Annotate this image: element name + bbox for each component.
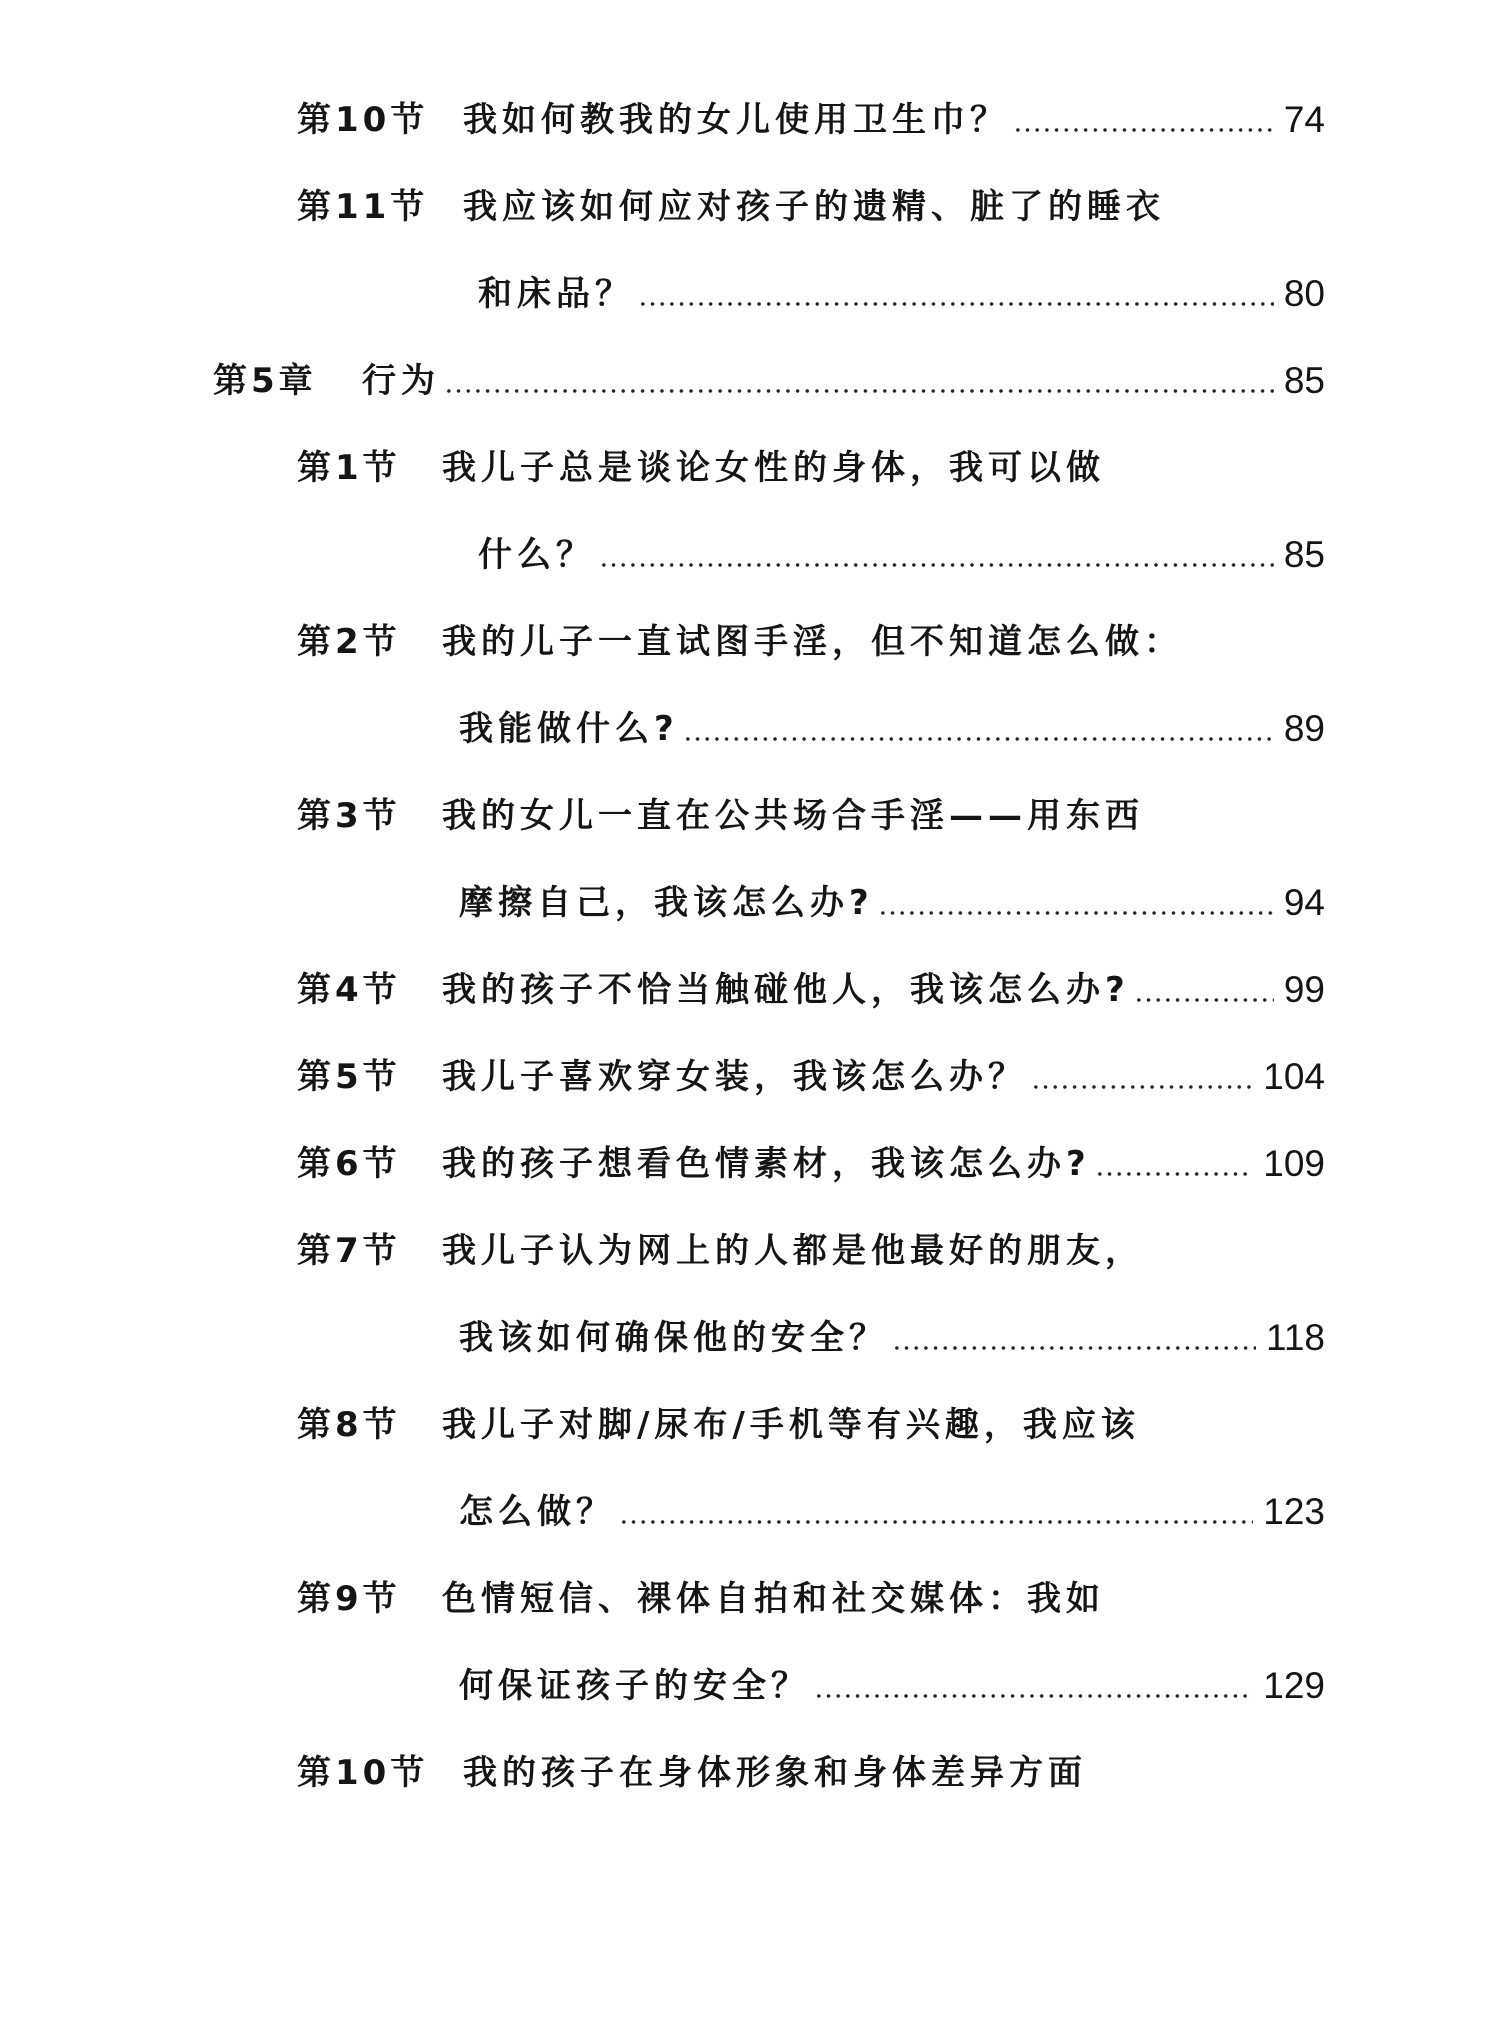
section-title-line [463, 1748, 1087, 1798]
section-label: 第3节 [297, 796, 401, 836]
section-title-text: 我的孩子在身体形象和身体差异方面 [463, 1753, 1087, 1793]
section-title-text: 我应该如何应对孩子的遗精、脏了的睡衣 [463, 187, 1165, 227]
dot-leader [892, 1345, 1256, 1351]
page-number: 104 [1263, 1056, 1325, 1097]
section-title-text: 什么？ [478, 535, 595, 575]
section-title-text: 我能做什么? [459, 709, 679, 749]
dot-leader [683, 736, 1274, 742]
section-label: 第7节 [297, 1231, 401, 1271]
section-title-continuation [478, 269, 1325, 319]
section-title-text: 我如何教我的女儿使用卫生巾？ [463, 100, 1009, 140]
section-title-text: 摩擦自己，我该怎么办? [459, 883, 874, 923]
dot-leader [1095, 1171, 1254, 1177]
section-title-text: 我该如何确保他的安全？ [459, 1318, 888, 1358]
page-number: 129 [1263, 1665, 1325, 1706]
section-label: 第6节 [297, 1144, 401, 1184]
section-label: 第11节 [297, 187, 429, 227]
section-title-text: 色情短信、裸体自拍和社交媒体：我如 [442, 1579, 1105, 1619]
section-title-continuation [459, 1487, 1325, 1537]
section-title-continuation [459, 704, 1325, 754]
section-title-line [442, 617, 1183, 667]
page-number: 80 [1283, 273, 1325, 314]
page-number: 94 [1283, 882, 1325, 923]
section-title-line [442, 965, 1325, 1015]
section-title-text: 我儿子总是谈论女性的身体，我可以做 [442, 448, 1105, 488]
page-number: 89 [1283, 708, 1325, 749]
section-title-text: 和床品？ [478, 274, 634, 314]
section-title-text: 我的孩子想看色情素材，我该怎么办? [442, 1144, 1091, 1184]
dot-leader [619, 1519, 1253, 1525]
section-title-text: 怎么做？ [459, 1492, 615, 1532]
section-title-line [442, 1574, 1105, 1624]
dot-leader [1013, 127, 1274, 133]
page-number: 85 [1283, 534, 1325, 575]
section-title-line [442, 791, 1144, 841]
chapter-title-line [362, 356, 1325, 406]
page-number: 74 [1283, 99, 1325, 140]
section-title-line [442, 1139, 1325, 1189]
section-title-line [463, 95, 1325, 145]
dot-leader [638, 301, 1274, 307]
section-label: 第5节 [297, 1057, 401, 1097]
section-title-line [442, 1400, 1140, 1450]
section-title-line [442, 1226, 1144, 1276]
section-title-text: 我的女儿一直在公共场合手淫——用东西 [442, 796, 1144, 836]
section-title-text: 何保证孩子的安全？ [459, 1666, 810, 1706]
section-label: 第1节 [297, 448, 401, 488]
section-label: 第2节 [297, 622, 401, 662]
section-label: 第4节 [297, 970, 401, 1010]
section-label: 第10节 [297, 100, 429, 140]
dot-leader [1031, 1084, 1253, 1090]
chapter-label: 第5章 [213, 361, 317, 401]
section-title-continuation [478, 530, 1325, 580]
chapter-title: 行为 [362, 361, 440, 401]
section-title-continuation [459, 878, 1325, 928]
section-label: 第8节 [297, 1405, 401, 1445]
page-number: 85 [1283, 360, 1325, 401]
page-number: 109 [1263, 1143, 1325, 1184]
section-title-text: 我的孩子不恰当触碰他人，我该怎么办? [442, 970, 1130, 1010]
page-number: 118 [1266, 1317, 1325, 1358]
section-title-continuation [459, 1661, 1325, 1711]
section-title-text: 我儿子喜欢穿女装，我该怎么办？ [442, 1057, 1027, 1097]
section-title-line [442, 1052, 1325, 1102]
section-label: 第10节 [297, 1753, 429, 1793]
dot-leader [878, 910, 1274, 916]
dot-leader [599, 562, 1274, 568]
section-label: 第9节 [297, 1579, 401, 1619]
page-number: 123 [1263, 1491, 1325, 1532]
dot-leader [444, 388, 1274, 394]
section-title-text: 我儿子认为网上的人都是他最好的朋友， [442, 1231, 1144, 1271]
section-title-continuation [459, 1313, 1325, 1363]
page-number: 99 [1283, 969, 1325, 1010]
section-title-text: 我的儿子一直试图手淫，但不知道怎么做： [442, 622, 1183, 662]
section-title-line [463, 182, 1165, 232]
section-title-text: 我儿子对脚/尿布/手机等有兴趣，我应该 [442, 1405, 1140, 1445]
dot-leader [814, 1693, 1253, 1699]
section-title-line [442, 443, 1105, 493]
dot-leader [1134, 997, 1274, 1003]
